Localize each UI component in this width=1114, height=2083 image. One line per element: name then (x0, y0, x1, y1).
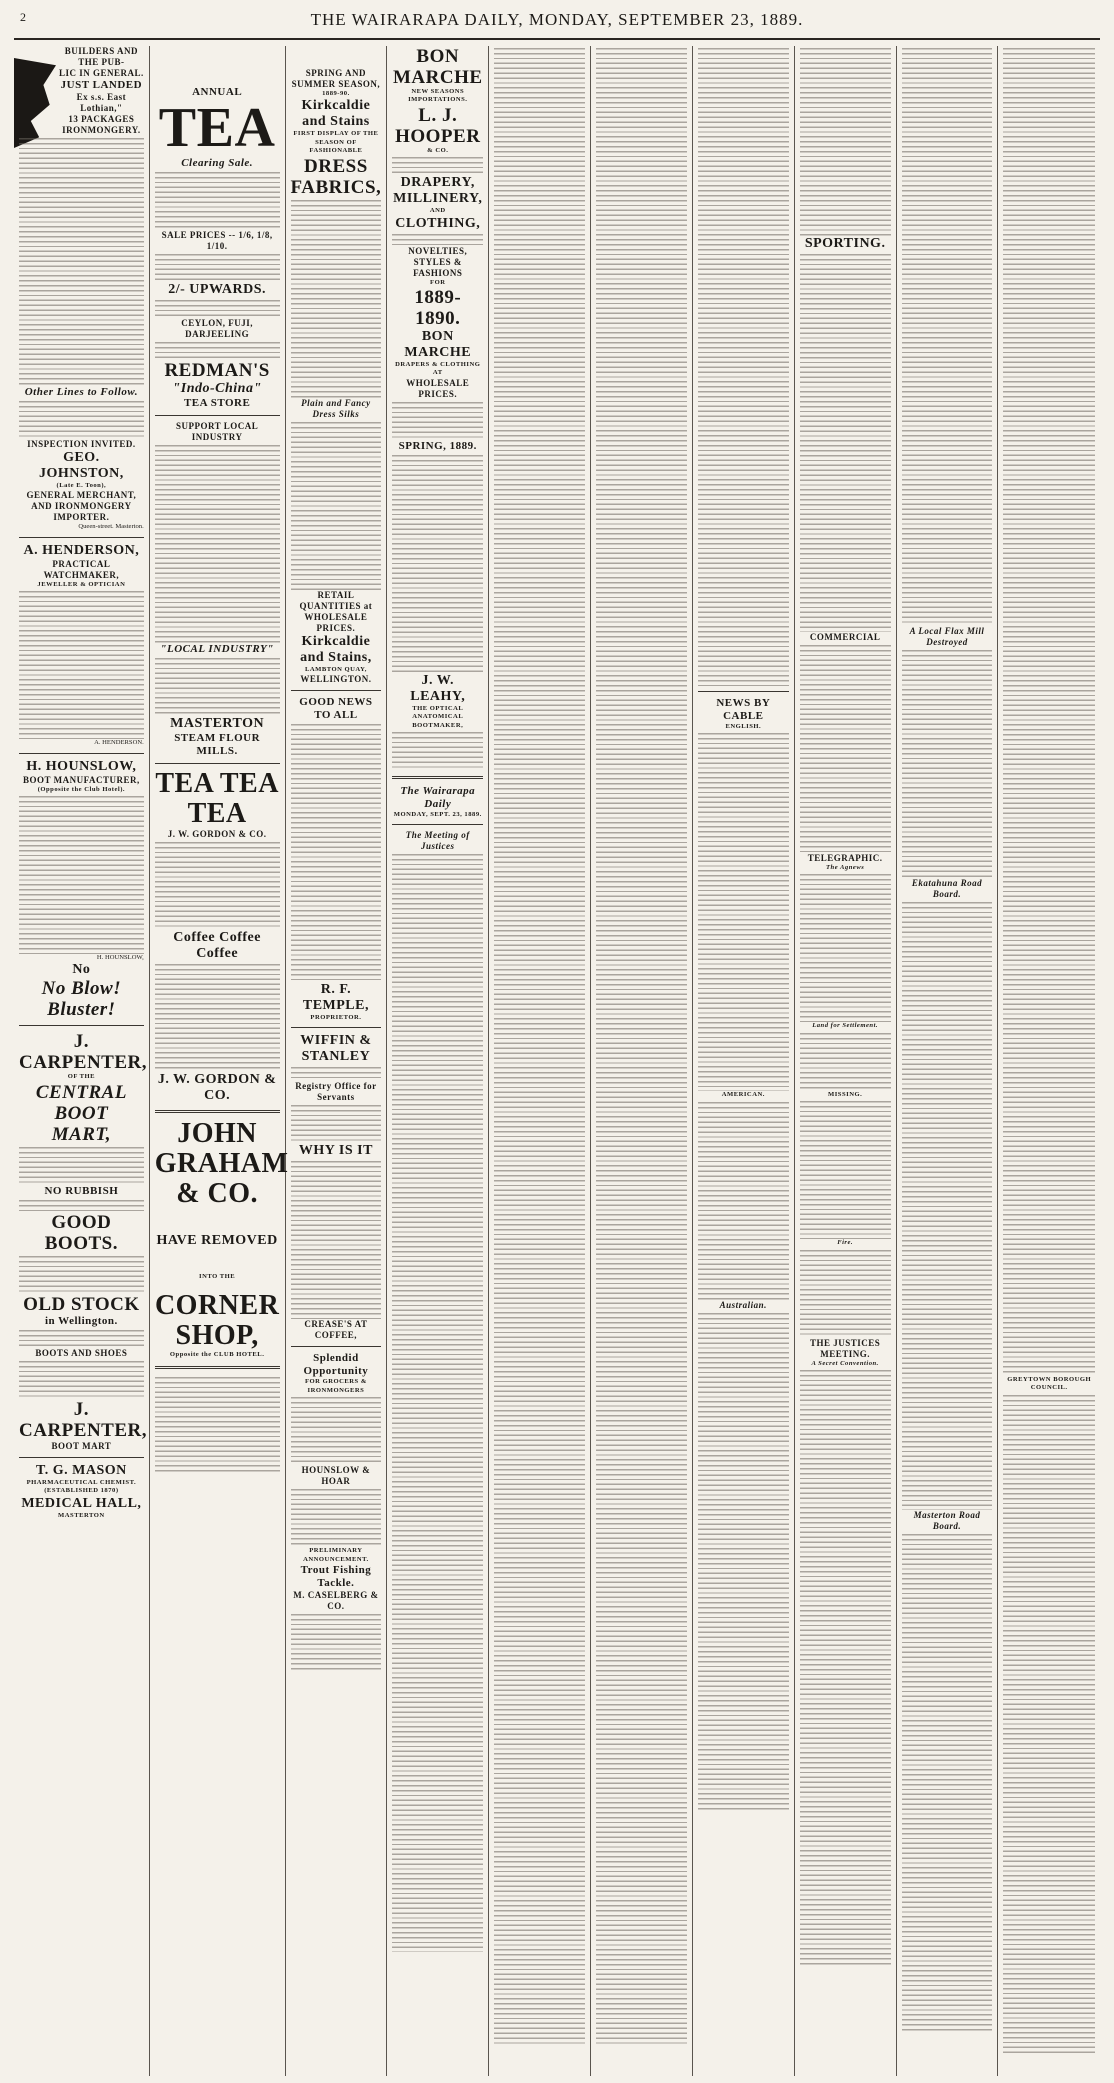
ad-heading: FOR (430, 278, 446, 286)
article-body (800, 252, 891, 632)
ad-heading: SALE PRICES -- 1/6, 1/8, 1/10. (161, 230, 273, 251)
ad-signature: H. HOUNSLOW, (96, 954, 144, 962)
ad-heading: "LOCAL INDUSTRY" (160, 643, 274, 655)
ad-body (392, 155, 483, 175)
ad-heading: NO RUBBISH (44, 1184, 119, 1197)
ad-heading: BOOT MANUFACTURER, (23, 774, 140, 785)
section-subtitle: Land for Settlement. (812, 1022, 879, 1030)
ad-heading: 13 PACKAGES IRONMONGERY. (62, 114, 141, 135)
ad-body (291, 1487, 382, 1547)
ad-heading: PRACTICAL WATCHMAKER, (43, 558, 120, 580)
ad-heading: WHOLESALE PRICES. (406, 377, 470, 399)
article-body (902, 648, 993, 878)
ad-heading: HAVE REMOVED (156, 1233, 278, 1248)
ad-heading: REDMAN'S (164, 360, 270, 381)
ad-body (19, 136, 144, 386)
ad-heading: JOHN GRAHAM (154, 1118, 289, 1179)
ad-heading: T. G. MASON (35, 1462, 127, 1478)
ad-heading: 2/- UPWARDS. (168, 282, 267, 297)
ad-heading: JEWELLER & OPTICIAN (37, 580, 126, 588)
ad-heading: A. HENDERSON, (23, 542, 140, 558)
ad-heading: MASTERTON (170, 716, 265, 731)
ad-heading: Ex s.s. East Lothian," (76, 92, 127, 113)
ad-heading: RETAIL QUANTITIES at WHOLESALE PRICES. (299, 589, 373, 633)
ad-body (291, 1065, 382, 1081)
ad-heading: (ESTABLISHED 1870) (44, 1487, 119, 1495)
columns (14, 46, 1100, 2076)
ad-heading: 1889-1890. (414, 287, 462, 330)
ad-heading: Kirkcaldie and Stains (301, 98, 371, 130)
ad-heading: PRELIMINARY ANNOUNCEMENT. (303, 1547, 369, 1563)
ad-body (291, 1612, 382, 1672)
ad-heading: TEA STORE (183, 397, 251, 409)
article-body (698, 46, 789, 686)
ad-body (19, 1198, 144, 1212)
section-subtitle: A Secret Convention. (811, 1359, 879, 1367)
ad-heading: MART, (51, 1123, 112, 1145)
ad-heading: Registry Office for Servants (295, 1081, 377, 1103)
ad-heading: No (72, 962, 91, 978)
section-title: Ekatahuna Road Board. (911, 878, 983, 899)
ad-heading: FOR GROCERS & IRONMONGERS (305, 1378, 367, 1394)
ad-heading: GOOD BOOTS. (44, 1211, 118, 1254)
column-8 (795, 46, 897, 2076)
ad-heading: CENTRAL BOOT (35, 1081, 127, 1124)
article-body (1003, 1393, 1095, 2053)
ad-heading: BON MARCHE (392, 46, 483, 88)
ad-heading: & CO. (427, 146, 449, 154)
ad-signature: Queen-street. Masterton. (78, 523, 144, 531)
newspaper-title: THE WAIRARAPA DAILY, MONDAY, SEPTEMBER 23, 1889. (310, 10, 804, 29)
article-body (902, 1532, 993, 2032)
ad-heading: HOUNSLOW & HOAR (301, 1465, 371, 1487)
ad-heading: MEDICAL HALL, (21, 1495, 142, 1511)
ad-heading: Plain and Fancy Dress Silks (301, 397, 371, 419)
article-body (800, 872, 891, 1022)
column-9 (897, 46, 999, 2076)
section-title: A Local Flax Mill Destroyed (909, 626, 985, 647)
column-2 (150, 46, 289, 2076)
ad-heading: J. W. GORDON & CO. (157, 1072, 277, 1103)
ad-heading: FASHIONS (413, 267, 463, 278)
article-body (1003, 46, 1095, 1376)
column-3 (286, 46, 388, 2076)
ad-heading: BON MARCHE (404, 329, 472, 361)
ad-heading: GOOD NEWS TO ALL (299, 696, 373, 722)
article-body (392, 852, 483, 1952)
ad-heading: L. J. HOOPER (395, 104, 481, 147)
ad-heading: J. CARPENTER, (19, 1398, 147, 1441)
section-subtitle: AMERICAN. (721, 1091, 765, 1099)
ad-heading: LIC IN GENERAL. (59, 68, 144, 78)
ad-heading: Trout Fishing Tackle. (300, 1564, 372, 1590)
ad-heading: R. F. TEMPLE, (302, 982, 369, 1014)
section-title: TELEGRAPHIC. (807, 853, 883, 863)
ad-heading: MILLINERY, (393, 191, 483, 207)
ad-heading: JUST LANDED (60, 79, 143, 91)
article-body (800, 1031, 891, 1091)
ad-heading: ANNUAL (192, 86, 243, 98)
ad-body (291, 722, 382, 982)
ad-heading: & CO. (176, 1178, 259, 1209)
ad-heading: TEA TEA TEA (155, 768, 279, 829)
ad-body (19, 1359, 144, 1399)
section-subtitle: MISSING. (828, 1090, 863, 1098)
column-7 (693, 46, 795, 2076)
ad-body (155, 298, 280, 318)
ad-heading: CLOTHING, (395, 215, 481, 231)
ad-heading: Splendid Opportunity (303, 1352, 369, 1378)
ad-heading: GEO. JOHNSTON, (38, 450, 124, 481)
column-1 (14, 46, 150, 2076)
ad-body (392, 730, 483, 770)
ad-heading: LAMBTON QUAY, (304, 665, 367, 673)
section-subtitle: Fire. (837, 1239, 854, 1247)
article-body (800, 46, 891, 236)
article-body (800, 1248, 891, 1338)
ad-body (392, 453, 483, 673)
ad-heading: NOVELTIES, STYLES & (408, 245, 468, 267)
ad-heading: THE OPTICAL (412, 704, 464, 712)
ad-body (155, 1375, 280, 1475)
ad-heading: SPRING AND SUMMER SEASON, (291, 68, 381, 89)
ad-heading: DRESS FABRICS, (290, 155, 382, 198)
ad-body (155, 170, 280, 230)
article-body (698, 731, 789, 1091)
section-title: NEWS BY CABLE (716, 697, 771, 722)
section-title: COMMERCIAL (809, 632, 881, 642)
ad-heading: SUPPORT LOCAL INDUSTRY (175, 421, 259, 442)
article-title: The Meeting of Justices (405, 830, 470, 852)
ad-heading: TEA (158, 97, 276, 159)
ad-body (155, 340, 280, 360)
ad-body (155, 656, 280, 716)
ad-signature: A. HENDERSON. (94, 739, 144, 747)
ad-heading: J. W. LEAHY, (410, 672, 466, 704)
ad-heading: CREASE'S AT COFFEE, (304, 1319, 368, 1341)
ad-body (155, 252, 280, 282)
ad-heading: No Blow! (41, 978, 122, 1000)
ad-heading: Clearing Sale. (181, 157, 254, 169)
ad-body (291, 1103, 382, 1143)
ad-heading: WELLINGTON. (300, 674, 372, 685)
ad-body (19, 794, 144, 954)
article-body (800, 643, 891, 853)
ad-heading: Other Lines to Follow. (24, 386, 139, 398)
ad-heading: STEAM FLOUR MILLS. (174, 732, 261, 757)
ad-heading: BOOT MART (51, 1440, 112, 1451)
ad-heading: (Opposite the Club Hotel). (37, 785, 126, 793)
ad-heading: GENERAL MERCHANT, AND IRONMONGERY IMPORTER. (26, 490, 137, 523)
ad-heading: ANATOMICAL BOOTMAKER, (412, 713, 464, 729)
ad-heading: INSPECTION INVITED. (27, 439, 136, 449)
ad-body (155, 443, 280, 643)
column-5 (489, 46, 591, 2076)
page-number: 2 (20, 10, 27, 24)
ad-body (291, 1159, 382, 1319)
section-title: The Wairarapa Daily (400, 785, 476, 811)
section-title: Masterton Road Board. (913, 1510, 981, 1531)
article-body (596, 46, 687, 2046)
column-10 (998, 46, 1100, 2076)
ad-heading: Kirkcaldie and Stains, (300, 633, 372, 665)
ad-heading: WHY IS IT (298, 1143, 373, 1159)
ad-heading: Bluster! (47, 999, 116, 1021)
ad-body (19, 399, 144, 439)
ad-heading: MASTERTON (58, 1511, 105, 1519)
ad-body (19, 1145, 144, 1185)
ad-heading: "Indo-China" (172, 381, 262, 396)
ad-heading: 1889-90. (322, 90, 350, 97)
section-subtitle: The Agnews (826, 864, 865, 871)
article-body (698, 1311, 789, 1811)
ad-body (291, 420, 382, 590)
ad-heading: DRAPERY, (400, 175, 475, 191)
ad-heading: H. HOUNSLOW, (26, 758, 137, 774)
article-body (800, 1368, 891, 1968)
article-body (698, 1100, 789, 1300)
ad-body (19, 1254, 144, 1294)
section-title: GREYTOWN BOROUGH COUNCIL. (1007, 1376, 1092, 1392)
section-subtitle: Australian. (719, 1299, 767, 1310)
ad-body (155, 962, 280, 1072)
ad-heading: CEYLON, FUJI, DARJEELING (181, 318, 253, 339)
ad-heading: Coffee Coffee Coffee (173, 930, 261, 961)
masthead (14, 6, 1100, 40)
column-4 (387, 46, 489, 2076)
ad-heading: OF THE (67, 1073, 96, 1081)
article-body (800, 1099, 891, 1239)
ad-heading: in Wellington. (44, 1314, 118, 1327)
ad-heading: AND (429, 207, 446, 215)
column-6 (591, 46, 693, 2076)
ad-body (392, 232, 483, 246)
ad-heading: J. CARPENTER, (19, 1031, 147, 1074)
ad-heading: Opposite the CLUB HOTEL. (169, 1351, 265, 1359)
ad-heading: (Late E. Toon), (56, 482, 107, 489)
ad-heading: PHARMACEUTICAL CHEMIST. (26, 1478, 137, 1486)
section-subtitle: ENGLISH. (725, 723, 762, 730)
ad-heading: OLD STOCK (23, 1293, 140, 1315)
ad-body (291, 1395, 382, 1465)
ad-heading: SPRING, 1889. (398, 439, 477, 452)
ad-heading: M. CASELBERG & CO. (293, 1590, 379, 1612)
section-title: THE JUSTICES MEETING. (810, 1337, 881, 1359)
ad-heading: BOOTS AND SHOES (35, 1347, 128, 1358)
ad-body (19, 1328, 144, 1348)
dateline: MONDAY, SEPT. 23, 1889. (393, 811, 482, 819)
ad-heading: J. W. GORDON & CO. (167, 829, 267, 839)
ad-heading: FIRST DISPLAY OF THE SEASON OF FASHIONABLE (293, 130, 379, 155)
ad-body (291, 198, 382, 398)
ad-heading: BUILDERS AND THE PUB- (64, 46, 139, 67)
ad-body (19, 589, 144, 739)
ad-heading: PROPRIETOR. (310, 1014, 362, 1022)
ad-heading: DRAPERS & CLOTHING AT (395, 361, 481, 377)
ad-heading: NEW SEASONS IMPORTATIONS. (408, 88, 468, 104)
ad-heading: INTO THE (199, 1273, 236, 1280)
article-body (494, 46, 585, 2046)
article-body (902, 900, 993, 1510)
ad-heading: WIFFIN & STANLEY (300, 1033, 372, 1065)
ad-heading: CORNER SHOP, (154, 1290, 280, 1352)
article-body (902, 46, 993, 626)
section-title: SPORTING. (804, 236, 886, 251)
ad-body (392, 400, 483, 440)
ad-body (155, 840, 280, 930)
